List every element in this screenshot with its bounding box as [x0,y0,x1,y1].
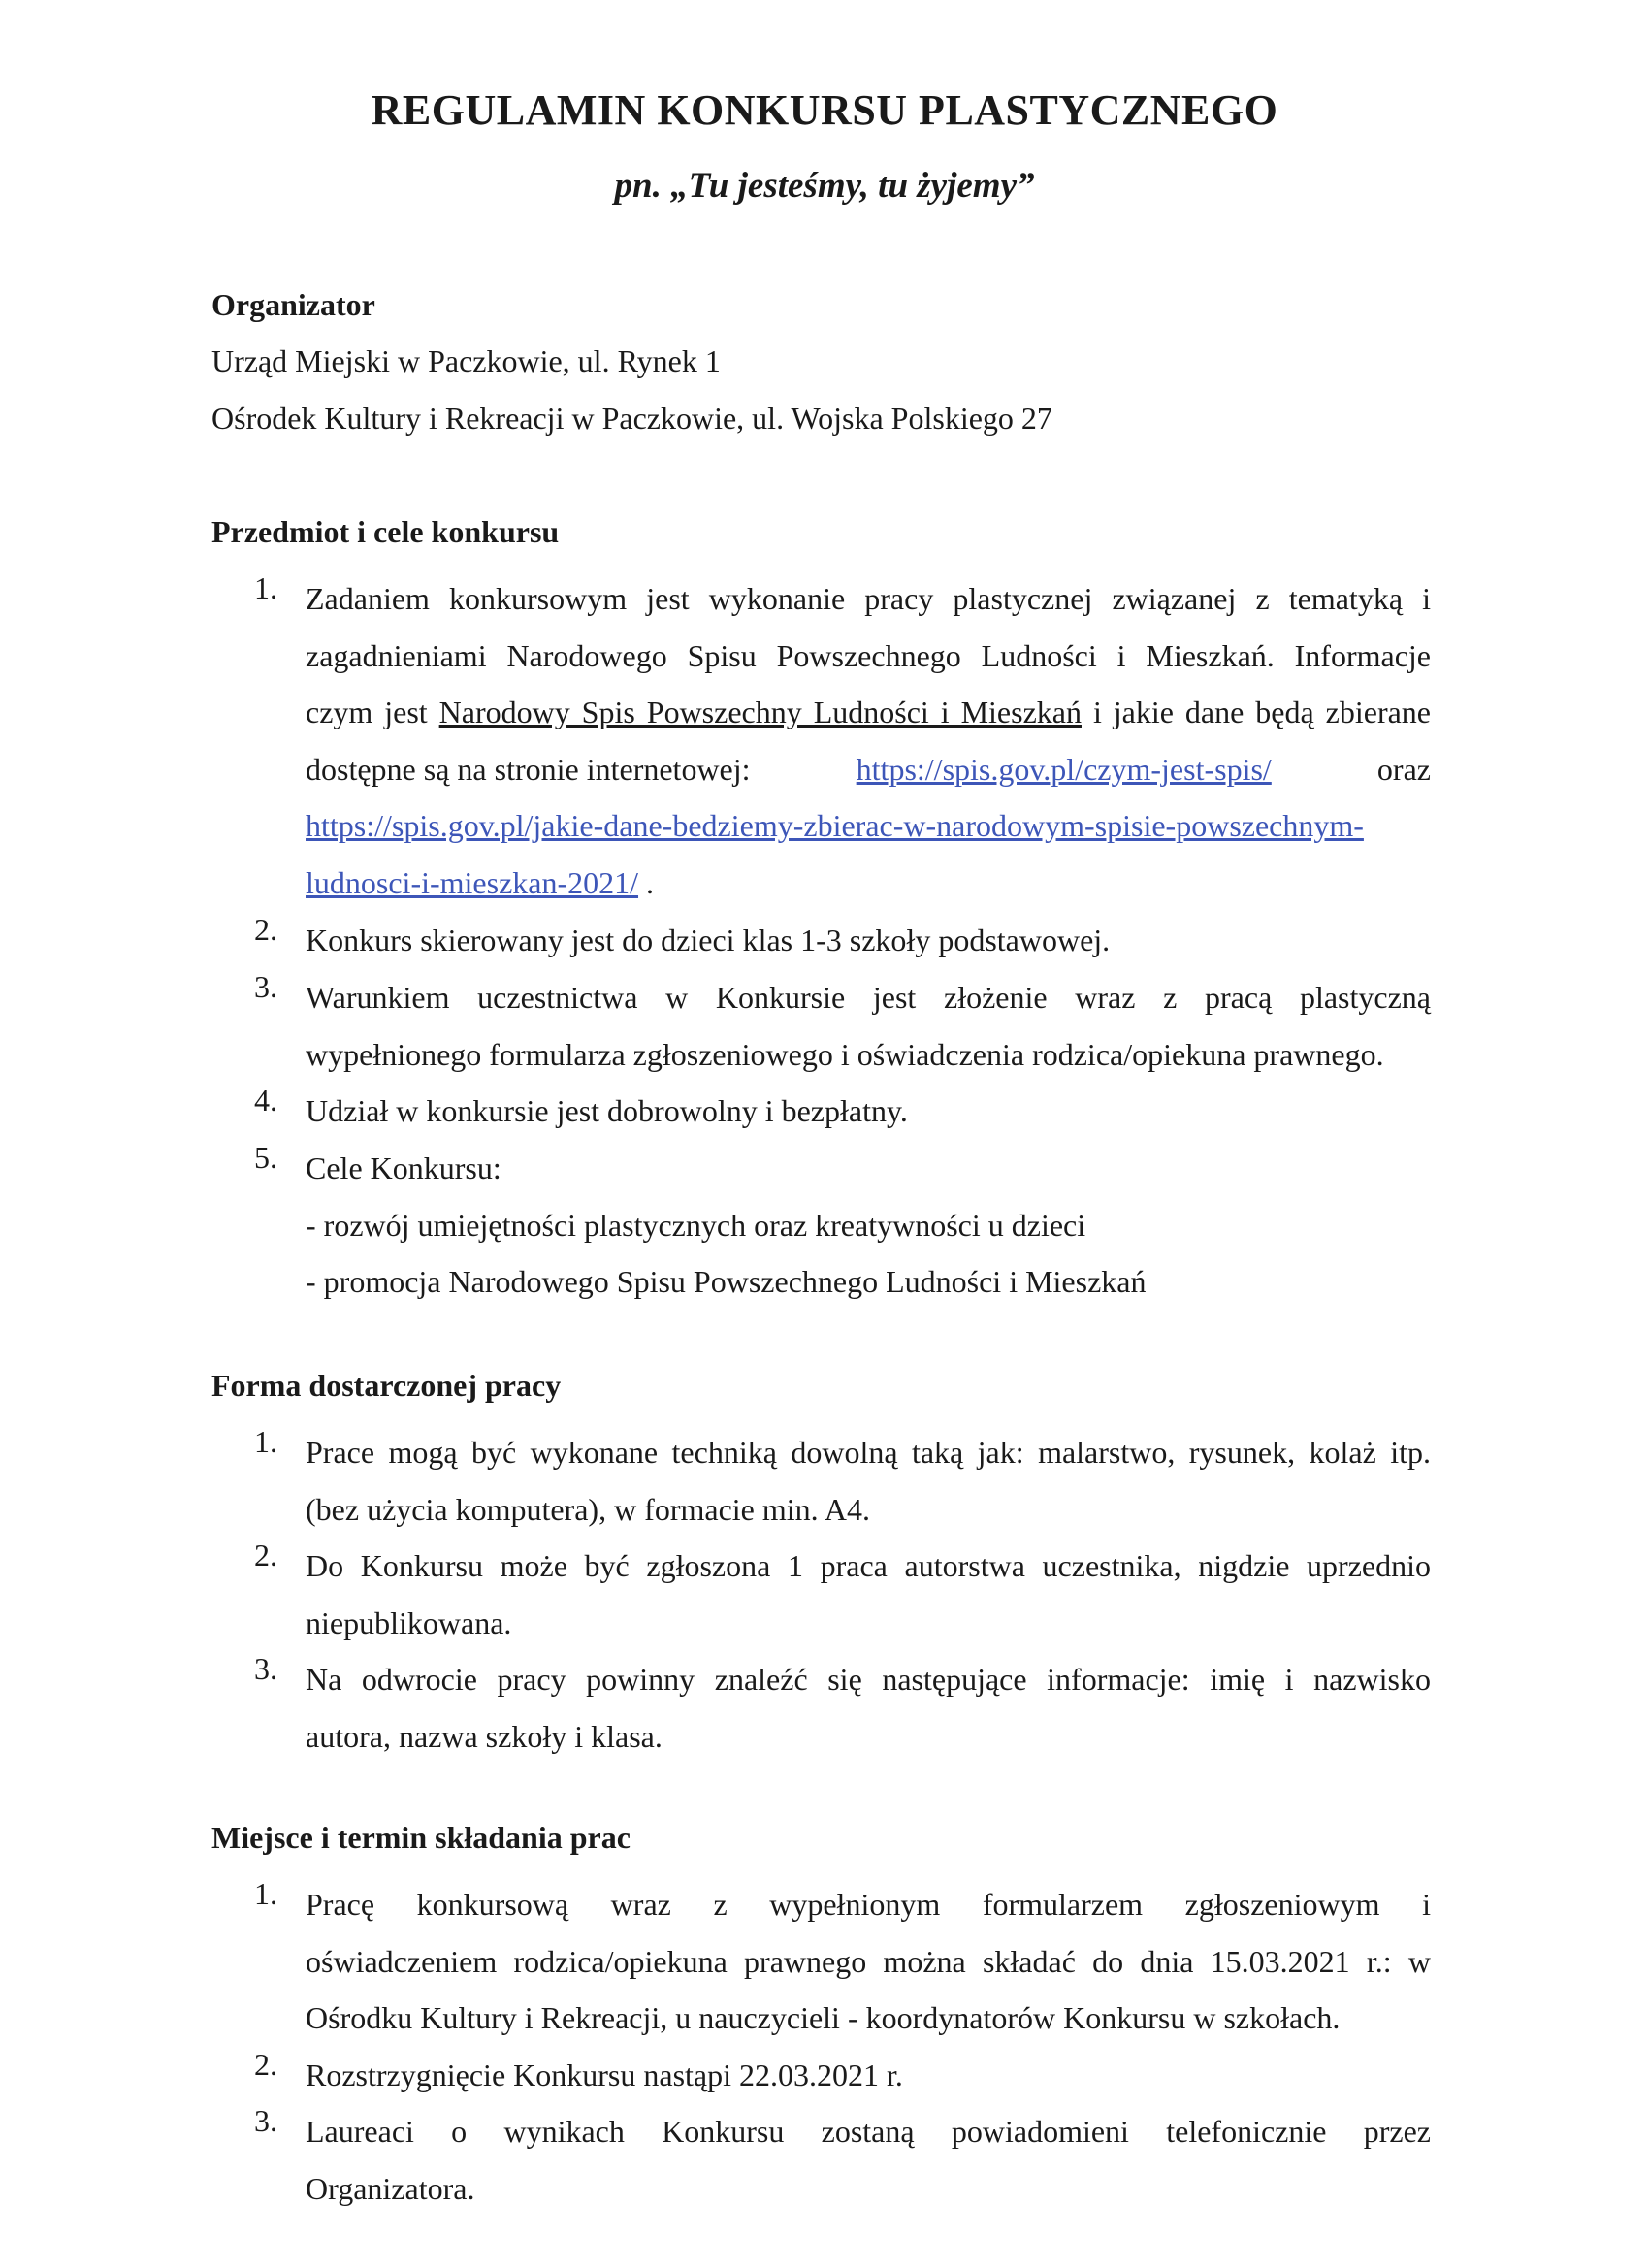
text-line: Pracę konkursową wraz z wypełnionym formularzem zgłoszeniowym i [306,1887,1431,1922]
text-line: wypełnionego formularza zgłoszeniowego i oświadczenia rodzica/opiekuna prawnego. [306,1036,1384,1072]
list-item-text [306,1651,1431,1765]
section-heading-place: Miejsce i termin składania prac [211,1820,630,1855]
text-line: (bez użycia komputera), w formacie min. A4. [306,1491,870,1527]
document-subtitle: pn. „Tu jesteśmy, tu żyjemy” [614,166,1035,206]
text-line: Cele Konkursu: [306,1150,501,1185]
text-line: oświadczeniem rodzica/opiekuna prawnego można składać do dnia 15.03.2021 r.: w [306,1943,1431,1979]
text-line: Prace mogą być wykonane techniką dowolną taką jak: malarstwo, rysunek, kolaż itp. [306,1435,1431,1470]
text-line: Warunkiem uczestnictwa w Konkursie jest złożenie wraz z pracą plastyczną [306,980,1431,1015]
list-item-text [306,969,1431,1083]
text-line: Ośrodku Kultury i Rekreacji, u nauczycieli - koordynatorów Konkursu w szkołach. [306,2000,1341,2035]
text-line: autora, nazwa szkoły i klasa. [306,1718,663,1754]
text-span: oraz [1376,751,1431,787]
census-name-underlined: Narodowy Spis Powszechny Ludności i Mieszkań [438,695,1082,729]
section-heading-form: Forma dostarczonej pracy [211,1368,562,1403]
link-jakie-dane-part1[interactable]: https://spis.gov.pl/jakie-dane-bedziemy-zbierac-w-narodowym-spisie-powszechnym- [306,808,1364,843]
organizer-line: Ośrodek Kultury i Rekreacji w Paczkowie, ul. Wojska Polskiego 27 [211,401,1052,436]
list-item-text [306,1876,1431,2047]
link-jakie-dane-part2[interactable]: ludnosci-i-mieszkan-2021/ [306,864,639,900]
list-item-text [306,1140,1431,1311]
text-line [306,797,1431,855]
list-item-text [306,1424,1431,1538]
list-number: 3. [254,969,277,1004]
list-number: 2. [254,1538,277,1572]
list-number: 3. [254,2103,277,2138]
text-line: Organizatora. [306,2170,475,2206]
list-number: 2. [254,912,277,947]
list-item-text [306,570,1431,911]
goal-line: - rozwój umiejętności plastycznych oraz kreatywności u dzieci [306,1207,1086,1243]
list-number: 3. [254,1651,277,1686]
text-span: czym jest [306,695,439,729]
list-item-text: Rozstrzygnięcie Konkursu nastąpi 22.03.2021 r. [306,2057,903,2092]
link-czym-jest-spis[interactable]: https://spis.gov.pl/czym-jest-spis/ [856,751,1272,787]
document-title: REGULAMIN KONKURSU PLASTYCZNEGO [371,86,1278,134]
text-line: Zadaniem konkursowym jest wykonanie pracy plastycznej związanej z tematyką i [306,581,1431,616]
text-line: zagadnieniami Narodowego Spisu Powszechnego Ludności i Mieszkań. Informacje [306,637,1431,673]
text-span: dostępne są na stronie internetowej: [306,751,751,787]
text-line [306,855,1431,912]
text-span: i jakie dane będą zbierane [1081,695,1431,729]
text-line [306,684,1431,741]
list-item-text [306,2103,1431,2217]
organizer-line: Urząd Miejski w Paczkowie, ul. Rynek 1 [211,343,721,378]
list-number: 1. [254,570,277,605]
list-number: 4. [254,1083,277,1118]
text-line: Do Konkursu może być zgłoszona 1 praca autorstwa uczestnika, nigdzie uprzednio [306,1548,1431,1583]
list-item-text: Udział w konkursie jest dobrowolny i bezpłatny. [306,1093,908,1128]
section-heading-organizer: Organizator [211,287,375,322]
list-number: 1. [254,1876,277,1911]
list-item-text [306,1538,1431,1651]
text-line [306,741,1431,798]
list-number: 5. [254,1140,277,1175]
text-span: . [638,864,655,900]
list-item-text: Konkurs skierowany jest do dzieci klas 1-3 szkoły podstawowej. [306,923,1111,957]
text-line: niepublikowana. [306,1604,512,1640]
goal-line: - promocja Narodowego Spisu Powszechnego Ludności i Mieszkań [306,1264,1147,1299]
list-number: 1. [254,1424,277,1459]
list-number: 2. [254,2047,277,2082]
text-line: Na odwrocie pracy powinny znaleźć się następujące informacje: imię i nazwisko [306,1662,1431,1697]
text-line: Laureaci o wynikach Konkursu zostaną powiadomieni telefonicznie przez [306,2114,1431,2149]
section-heading-purpose: Przedmiot i cele konkursu [211,514,560,549]
